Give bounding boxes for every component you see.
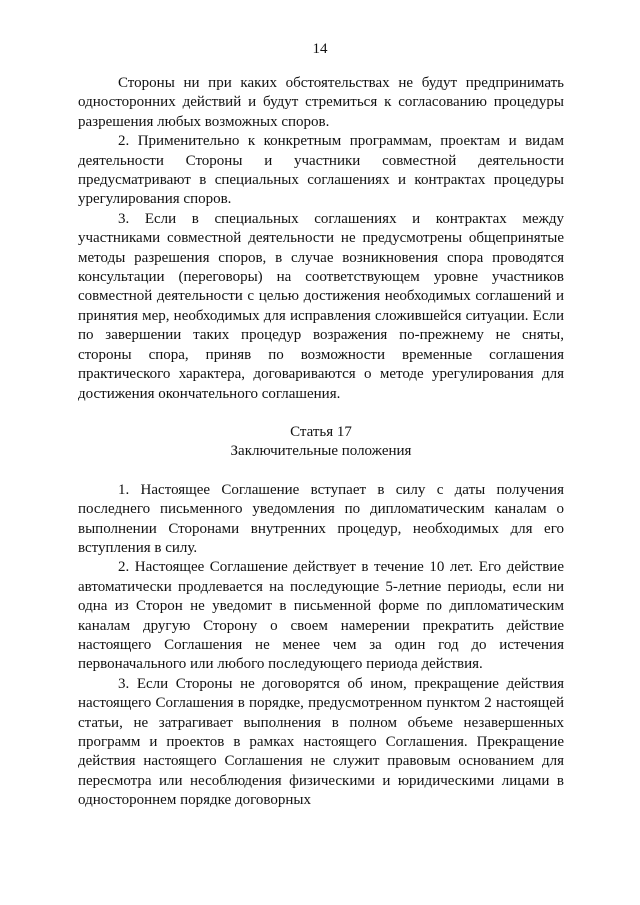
document-body <box>78 74 564 811</box>
paragraph-disputes-2: 2. Применительно к конкретным программам, проектам и видам деятельности Стороны и участники совместной деятельности предусматривают в специальных соглашениях и контрактах процедуры урегулирования споров. <box>78 133 564 208</box>
article-title: Заключительные положения <box>230 443 412 460</box>
paragraph-disputes-intro: Стороны ни при каких обстоятельствах не будут предпринимать односторонних действий и будут стремиться к согласованию процедуры разрешения любых возможных споров. <box>78 75 564 130</box>
paragraph-final-1: 1. Настоящее Соглашение вступает в силу с даты получения последнего письменного уведомления по дипломатическим каналам о выполнении Сторонами внутренних процедур, необходимых для его вступления в силу. <box>78 481 564 556</box>
article-number: Статья 17 <box>290 423 352 440</box>
article-heading <box>78 423 564 462</box>
paragraph-disputes-3: 3. Если в специальных соглашениях и контрактах между участниками совместной деятельности не предусмотрены общепринятые методы разрешения споров, в случае возникновения спора проводятся консультации (переговоры) на соответствующем уровне участников совместной деятельности с целью достижения необходимых соглашений и принятия мер, необходимых для исправления сложившейся ситуации. Если по завершении таких процедур возражения по-прежнему не сняты, стороны спора, приняв по возможности временные соглашения практического характера, договариваются о методе урегулирования для достижения окончательного соглашения. <box>78 210 564 402</box>
paragraph-final-3: 3. Если Стороны не договорятся об ином, прекращение действия настоящего Соглашения в порядке, предусмотренном пунктом 2 настоящей статьи, не затрагивает выполнения в полном объеме незавершенных программ и проектов в рамках настоящего Соглашения. Прекращение действия настоящего Соглашения не служит правовым основанием для пересмотра или несоблюдения физическими и юридическими лицами в одностороннем порядке договорных <box>78 675 564 809</box>
page-number: 14 <box>312 41 328 57</box>
paragraph-final-2: 2. Настоящее Соглашение действует в течение 10 лет. Его действие автоматически продлевается на последующие 5-летние периоды, если ни одна из Сторон не уведомит в письменной форме по дипломатическим каналам другую Сторону о своем намерении прекратить действие настоящего Соглашения не менее чем за один год до истечения первоначального или любого последующего периода действия. <box>78 559 564 673</box>
